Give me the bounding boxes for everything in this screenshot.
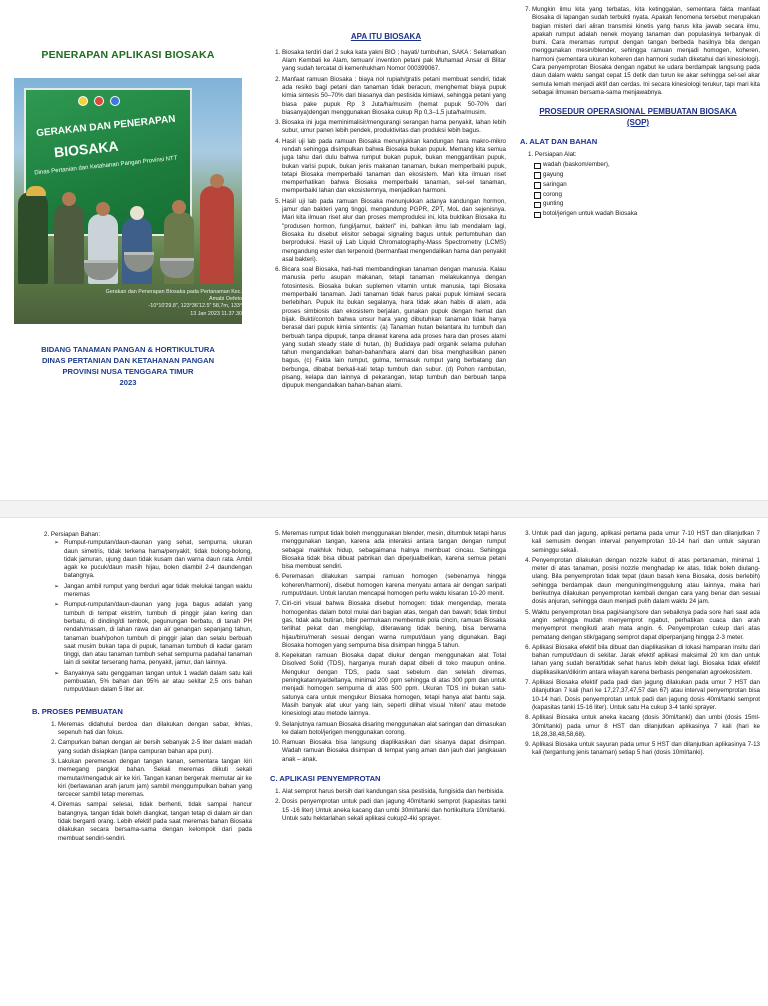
logo-icon bbox=[94, 96, 104, 106]
banner-line-3: Dinas Pertanian dan Ketahanan Pangan Provinsi NTT bbox=[34, 155, 178, 177]
apa-itu-column bbox=[266, 32, 506, 494]
list-item: 6. Peremasan dilakukan sampai ramuan homogen (sebenarnya hingga koheren/harmoni), disebut homogen karena menyatu antara air dengan saripati rumput/daun. Untuk larutan mencapai homogen perlu waktu kisaran 10-20 menit. bbox=[282, 573, 506, 598]
list-item: 7. Aplikasi Biosaka efektif pada padi dan jagung dilakukan pada umur 7 HST dan dilanjutkan 7 kali (hari ke 17,27,37,47,57 dan 67) atau interval penyemprotan bisa 10-14 hari. Dosis penyemprotan untuk padi dan jagung dosis 40ml/tanki semprot (kapasitas tanki 15-16 liter). Untuk satu Ha cukup 3-4 tanki sprayer. bbox=[532, 679, 760, 712]
list-item: 1. Meremas didahului berdoa dan dilakukan dengan sabar, ikhlas, sepenuh hati dan fokus. bbox=[58, 721, 252, 738]
apa-itu-list bbox=[266, 49, 506, 391]
list-item: 3. Untuk padi dan jagung, aplikasi pertama pada umur 7-10 HST dan dilanjutkan 7 kali semusim dengan interval penyemprotan 10-14 hari dan untuk sayuran seminggu sekali. bbox=[532, 530, 760, 555]
list-item: 6. Aplikasi Biosaka efektif bila dibuat dan diaplikasikan di lokasi hamparan insitu dari bahan rumput/daun di sekitar. Jarak efektif aplikasi maksimal 20 km dan untuk lahan yang sudah berat/tidak sehat harus lebih dekat lagi. Biosaka tidak efektif diaplikasikan/dikirim antara wilayah karena berbasis pengenalan agroekosistem. bbox=[532, 644, 760, 677]
cover-panel bbox=[8, 6, 248, 494]
list-item: 10. Ramuan Biosaka bisa langsung diaplikasikan dan sisanya dapat disimpan. Wadah ramuan Biosaka disimpan di tempat yang aman dan jauh dari jangkauan anak – anak. bbox=[282, 739, 506, 764]
bahan-proses-column bbox=[8, 530, 252, 1000]
person-head bbox=[130, 206, 144, 220]
logo-icon bbox=[110, 96, 120, 106]
sop-heading-line: PROSEDUR OPERASIONAL PEMBUATAN BIOSAKA bbox=[539, 107, 737, 117]
list-item: 9. Aplikasi Biosaka untuk sayuran pada umur 5 HST dan dilanjutkan aplikasinya 7-13 kali (tergantung jenis tanaman) setiap 5 hari (dosis 10ml/tanki). bbox=[532, 741, 760, 758]
cover-photo bbox=[14, 78, 242, 324]
list-item: 5. Hasil uji lab pada ramuan Biosaka menunjukkan adanya kandungan hormon, jamur dan bakteri yang tinggi, mengandung PGPR, ZPT, MoL dan sejenisnya. Mari kita ilmuan riset alur dan proses memproduksi ini, kita buktikan Biosaka itu "produsen hormon, fungi/jamur, bakteri" ini, bahkan ilmu lab mendalam lagi, Biosaka itu disebut elisitor sebagai signaling bagus untuk pertumbuhan dan berproduksi. Hasil uji Lab Liquid Chromatography-Mass Spectrometry (LCMS) mengandung ester dan terpenoid (bermanfaat mengendalikan hama dan penyakit asal bakteri). bbox=[282, 198, 506, 264]
proses-heading: B. PROSES PEMBUATAN bbox=[32, 706, 123, 716]
agency-line: DINAS PERTANIAN DAN KETAHANAN PANGAN bbox=[41, 356, 215, 366]
list-item: corong bbox=[534, 191, 760, 199]
page-divider bbox=[0, 500, 768, 518]
cover-title: PENERAPAN APLIKASI BIOSAKA bbox=[41, 49, 215, 61]
sop-heading bbox=[516, 107, 760, 128]
list-item: 3. Biosaka ini juga meminimalisir/mengurangi serangan hama penyakit, lahan lebih subur, umur panen lebih pendek, produktivitas dan produksi lebih bagus. bbox=[282, 119, 506, 136]
list-item: 8. Aplikasi Biosaka untuk aneka kacang (dosis 30ml/tanki) dan umbi (dosis 15ml-30ml/tanki) pada umur 8 HST dan dilanjutkan aplikasinya 7 kali (hari ke 18,28,38,48,58,68). bbox=[532, 714, 760, 739]
list-item: 9. Selanjutnya ramuan Biosaka disaring menggunakan alat saringan dan dimasukan ke dalam botol/jerigen menggunakan corong. bbox=[282, 721, 506, 738]
list-item: gayung bbox=[534, 171, 760, 179]
list-item: wadah (baskom/ember), bbox=[534, 161, 760, 169]
person-head bbox=[96, 202, 110, 216]
list-item: saringan bbox=[534, 181, 760, 189]
aplikasi-heading: C. APLIKASI PENYEMPROTAN bbox=[270, 774, 381, 784]
person-figure bbox=[18, 192, 48, 284]
apa-itu-list-cont bbox=[516, 6, 760, 97]
alat-list bbox=[516, 161, 760, 218]
aplikasi-list bbox=[266, 788, 506, 823]
photo-caption-line: 13 Jan 2023 11.37.30 bbox=[190, 310, 242, 317]
proses-list bbox=[8, 721, 252, 843]
photo-caption-line: Gerakan dan Penerapan Biosaka pada Pertanaman Kec. Amabi Oefeto bbox=[105, 288, 242, 303]
banner-line-2: BIOSAKA bbox=[53, 137, 120, 161]
list-item: 3. Lakukan peremesan dengan tangan kanan, sementara tangan kiri memegang pangkal bahan. Sekali meremas diikuti sekali memutar/mengaduk air ke kiri. Tangan kanan bergerak memutar air ke kiri (berlawanan arah jarum jam) sambil menggumpulkan bahan yang tercecer sambil tetap meremas. bbox=[58, 758, 252, 799]
list-item: 2. Manfaat ramuan Biosaka : biaya nol rupiah/gratis petani membuat sendiri, tidak ada resiko bagi petani dan tanaman tidak beracun, menghemat biaya pupuk kimia sintesis 50–70% dari biasanya dan pestisida kimiawi, sehingga petani yang biasa pake pupuk Rp 3 Juta/ha/musim (hemat pupuk 50-70% dari biasanya)dengan menggunakan Biosaka cukup Rp 0,3–1,5 juta/ha/musim. bbox=[282, 76, 506, 117]
photo-caption-line: -10°10'29.8", 123°36'12.5" 58,7m, 133° bbox=[148, 303, 242, 310]
proses-list-cont bbox=[266, 530, 506, 764]
list-item: ➢ Banyaknya satu genggaman tangan untuk 1 wadah dalam satu kali pembuatan, 5% bahan dan 95% air atau sekitar 2,5 ons bahan rumput/daun dalam 5 liter air. bbox=[54, 670, 252, 695]
list-item: ➢ Rumput-rumputan/daun-daunan yang sehat, sempurna, ukuran daun simetris, tidak terkena hama/penyakit, tidak bolong-bolong, tidak jamuran, ujung daun tidak kusam dan warna daun rata. Ambil agak ke pucuk/daun masih hijau, bolen diambil 2-4 daundengan batangnya. bbox=[54, 539, 252, 580]
sop-alat-column bbox=[516, 6, 760, 494]
bahan-label: 2. Persiapan Bahan: bbox=[44, 531, 101, 538]
agency-block bbox=[8, 344, 248, 388]
list-item: 7. Ciri-ciri visual bahwa Biosaka disebut homogen: tidak mengendap, merata homogenitas dalam botol mulai dari bagian atas, tengah dan bawah; tidak timbul gas, tidak ada butiran, bibir permukaan membentuk pola cincin, ramuan Biosaka terlihat pekat dan mengkilap, diterawang tidak bening, bisa berwarna hijau/biru/merah sesuai dengan warna rumput/daun yang digunakan. Bagi Biosaka homogen yang sempurna bisa disimpan hingga 5 tahun. bbox=[282, 600, 506, 650]
sop-heading-line: (SOP) bbox=[626, 117, 650, 127]
person-figure bbox=[54, 204, 84, 284]
list-item: 8. Kepekatan ramuan Biosaka dapat diukur dengan menggunakan alat Total Disolved Solid (TDS), harganya murah dapat dibeli di toko maupun online. Mengukur dengan TDS, pada saat sebelum dan setelah diremas, peningkatannya/deltanya, minimal 200 ppm sehingga di atas 300 ppm dan untuk menjadi homogen sempurna di atas 500 ppm. Ukuran TDS ini bukan satu-satunya cara untuk mengukur Biosaka homogen, tetapi hanya alat bantu saja. Masih banyak alat ukur yang lain, seperti dilihat visual 'niteni' atau metode kinesiologi atau metode lainnya. bbox=[282, 652, 506, 718]
banner-line-1: GERAKAN DAN PENERAPAN bbox=[35, 113, 176, 140]
agency-line: BIDANG TANAMAN PANGAN & HORTIKULTURA bbox=[41, 345, 215, 355]
person-head bbox=[172, 200, 186, 214]
list-item: 2. Campurkan bahan dengan air bersih sebanyak 2-5 liter dalam wadah yang sudah disiapkan (tanpa campuran bahan apa pun). bbox=[58, 739, 252, 756]
list-item: 1. Alat semprot harus bersih dari kandungan sisa pestisida, fungisida dan herbisida. bbox=[282, 788, 506, 796]
agency-year: 2023 bbox=[119, 378, 137, 388]
alat-heading: A. ALAT DAN BAHAN bbox=[520, 136, 598, 146]
alat-label: 1. Persiapan Alat: bbox=[528, 150, 577, 158]
list-item: 1. Biosaka terdiri dari 2 suka kata yakni BIO ; hayati/ tumbuhan, SAKA : Selamatkan Alam Kembali ke Alam, temuan/ invention petani pak Muhamad Ansar di Blitar yang sudah tercatat di kemenhukham Nomor 000399067. bbox=[282, 49, 506, 74]
list-item: 4. Penyemprotan dilakukan dengan nozzle kabut di atas pertanaman, minimal 1 meter di atas tanaman, posisi nozzle menghadap ke atas, tidak boleh diulang-ulang. Bila penyemprotan tidak tepat (daun basah kena Biosaka, dosis berlebih) sehingga berdampak daun menguning/menggulung atau lainnya, maka hari berikutnya dilakukan penyemprotan kembali dengan cara yang benar dan sesuai dosis anjuran, sehingga daun menjadi pulih dalam waktu 24 jam. bbox=[532, 557, 760, 607]
apa-itu-heading: APA ITU BIOSAKA bbox=[350, 32, 422, 41]
aplikasi-column bbox=[516, 530, 760, 1000]
photo-caption bbox=[94, 289, 242, 318]
list-item: botol/jerigen untuk wadah Biosaka bbox=[534, 210, 760, 218]
list-item: 4. Diremas sampai selesai, tidak berhenti, tidak sampai hancur batangnya, tangan tidak boleh diangkat, tangan tetap di dalam air dan tidak berganti orang. Lebih efektif pada saat meremas bahan Biosaka dilakukan secara bersama-sama dengan kelompok dari pada membuat sendiri-sendiri. bbox=[58, 801, 252, 842]
list-item: gunting bbox=[534, 200, 760, 208]
bahan-list bbox=[8, 539, 252, 694]
person-figure bbox=[200, 186, 234, 284]
person-figure bbox=[122, 218, 152, 284]
person-head bbox=[26, 186, 46, 196]
list-item: 6. Bicara soal Biosaka, hati-hati membandingkan tanaman dengan manusia. Kalau manusia perlu asupan makanan, tetapi tanaman melakukannya dengan fotosintesis. Biosaka bukan suplemen vitamin untuk manusia, tapi Biosaka memperbaiki tanaman. Jadi tanaman tidak harus pakai pupuk kimiawi secara berlebihan. Pupuk itu bukan segalanya, hara tidak akan habis di alam, ada proses simbiosis dan ekosistem berjalan, gunakan pupuk dengan hemat dan bijak. Bukti/contoh bahwa unsur hara yang dibutuhkan tanaman tidak hanya berasal dari pupuk kimia sintentis: (a) Tanaman hutan belantara itu tumbuh dan berbuah tanpa dipupuk, tanpa dirawat karena ada proses hara dan proses alami yang sudah steady state di hutan, (b) Budidaya padi organik selama puluhan tahun mengandalkan bahan-bahan/hara alami dan bisa menghasilkan panen bagus, (c) Fakta lain rumput, gulma, termasuk rumput yang berbatang dan berbunga, dibabat berkali-kali tetap tumbuh dan subur. (d) Pohon rambutan, pisang, kelapa dan lainnya di pekarangan, tetap tumbuh dan berbuah tanpa dipupuk mengandalkan bahan-bahan alami. bbox=[282, 266, 506, 390]
list-item: 7. Mungkin ilmu kita yang terbatas, kita ketinggalan, sementara fakta manfaat Biosaka di lapangan sudah terbukti nyata. Apakah fenomena tersebut merupakan bagian misteri dari aliran transmisi kinetis yang harus kita jawab secara ilmu, apakah rumput adalah nenek moyang tanaman dan populasinya terbanyak di bumi. Cara meramas rumput dengan tangan berbeda hasilnya bila dengan menggunakan mesin/blender, sehingga ramuan menjadi homogen, koheren, harmoni (sementara ukuran koheren dan harmoni sudah diketahui dari kinesiologi). Cara penyemprotan Biosaka dengan ngabut ke udara berdampak langsung pada daun dalam waktu sangat cepat 15 detik dan turun ke akar sehingga sel-sel akar semula lemah menjadi aktif dan cerdas. Ini secara kinesiologi terukur, tapi mari kita sebagai ilmuwan bersama-sama menjawabnya. bbox=[532, 6, 760, 97]
agency-line: PROVINSI NUSA TENGGARA TIMUR bbox=[62, 367, 194, 377]
list-item: ➢ Rumput-rumputan/daun-daunan yang juga bagus adalah yang tumbuh di tempat ekstrim, tumbuh di pinggir jalan kering dan berbatu, di dinding/di tembok, pegunungan berbatu, di tanah PH rendah/masam, di lahan rawa dan air genangan sepanjang tahun, tanaman buah/pohon tumbuh di pinggir jalan dan selalu berbuah saat musim bukan tapa di pupuk, tanaman tumbuh di kadar garam tinggi, dan atau tanaman tumbuh sehat sempurna padahal tanaman lain di sekitar terserang hama, penyakit, jamur, dan lainnya. bbox=[54, 601, 252, 667]
list-item: 4. Hasil uji lab pada ramuan Biosaka menunjukkan kandungan hara makro-mikro rendah sehingga disimpulkan bahwa Biosaka bukan pupuk. Memang kita semua juga tahu dari dulu bahwa rumput bukan pupuk, bukan menggantikan pupuk, bukan varisi pupuk, bukan jenis makanan tanaman, bukan memperbaiki pupuk, tetapi Biosaka memperbaiki tanaman dan ekosistem. Mari kita ilmuan riset memperhatikan bahwa Biosaka memperbaiki tanaman, sel-sel tanaman, memperbaiki lahan dan ekosistemnya, menjadikan harmoni. bbox=[282, 138, 506, 196]
aplikasi-list-cont bbox=[516, 530, 760, 758]
list-item: 5. Meremas rumput tidak boleh menggunakan blender, mesin, ditumbuk tetapi harus menggunakan tangan, karena ada interaksi antara tangan dengan rumput sebagai makhluk hidup, sebagaimana halnya membuat cincau. Sehingga Biosaka tidak bisa dibuat pabrikan dan diperjualbelikan, karena semua petani bisa membuat sendiri. bbox=[282, 530, 506, 571]
person-head bbox=[62, 192, 76, 206]
person-head bbox=[210, 174, 224, 188]
proses-aplikasi-column bbox=[266, 530, 506, 1000]
logo-icon bbox=[78, 96, 88, 106]
list-item: 2. Dosis penyemprotan untuk padi dan jagung 40ml/tanki semprot (kapasitas tanki 15 -16 liter) Untuk aneka kacang dan umbi 30ml/tanki dan hortikultura 10ml/tanki. Untuk satu hektarlahan sekali aplikasi cukup2-4ki sprayer. bbox=[282, 798, 506, 823]
list-item: ➢ Jangan ambil rumput yang berduri agar tidak melukai tangan waktu meremas bbox=[54, 583, 252, 600]
list-item: 5. Waktu penyemprotan bisa pagi/siang/sore dan sebaiknya pada sore hari saat ada angin sehingga mudah menyemprot ngabut, perhatikan cuaca dan arah menyemprot mengikuti arah mata angin. 6. Penyemprotan cukup dari atas pematang dengan stik/gagang semprot dapat diperpanjang hingga 2-3 meter. bbox=[532, 609, 760, 642]
